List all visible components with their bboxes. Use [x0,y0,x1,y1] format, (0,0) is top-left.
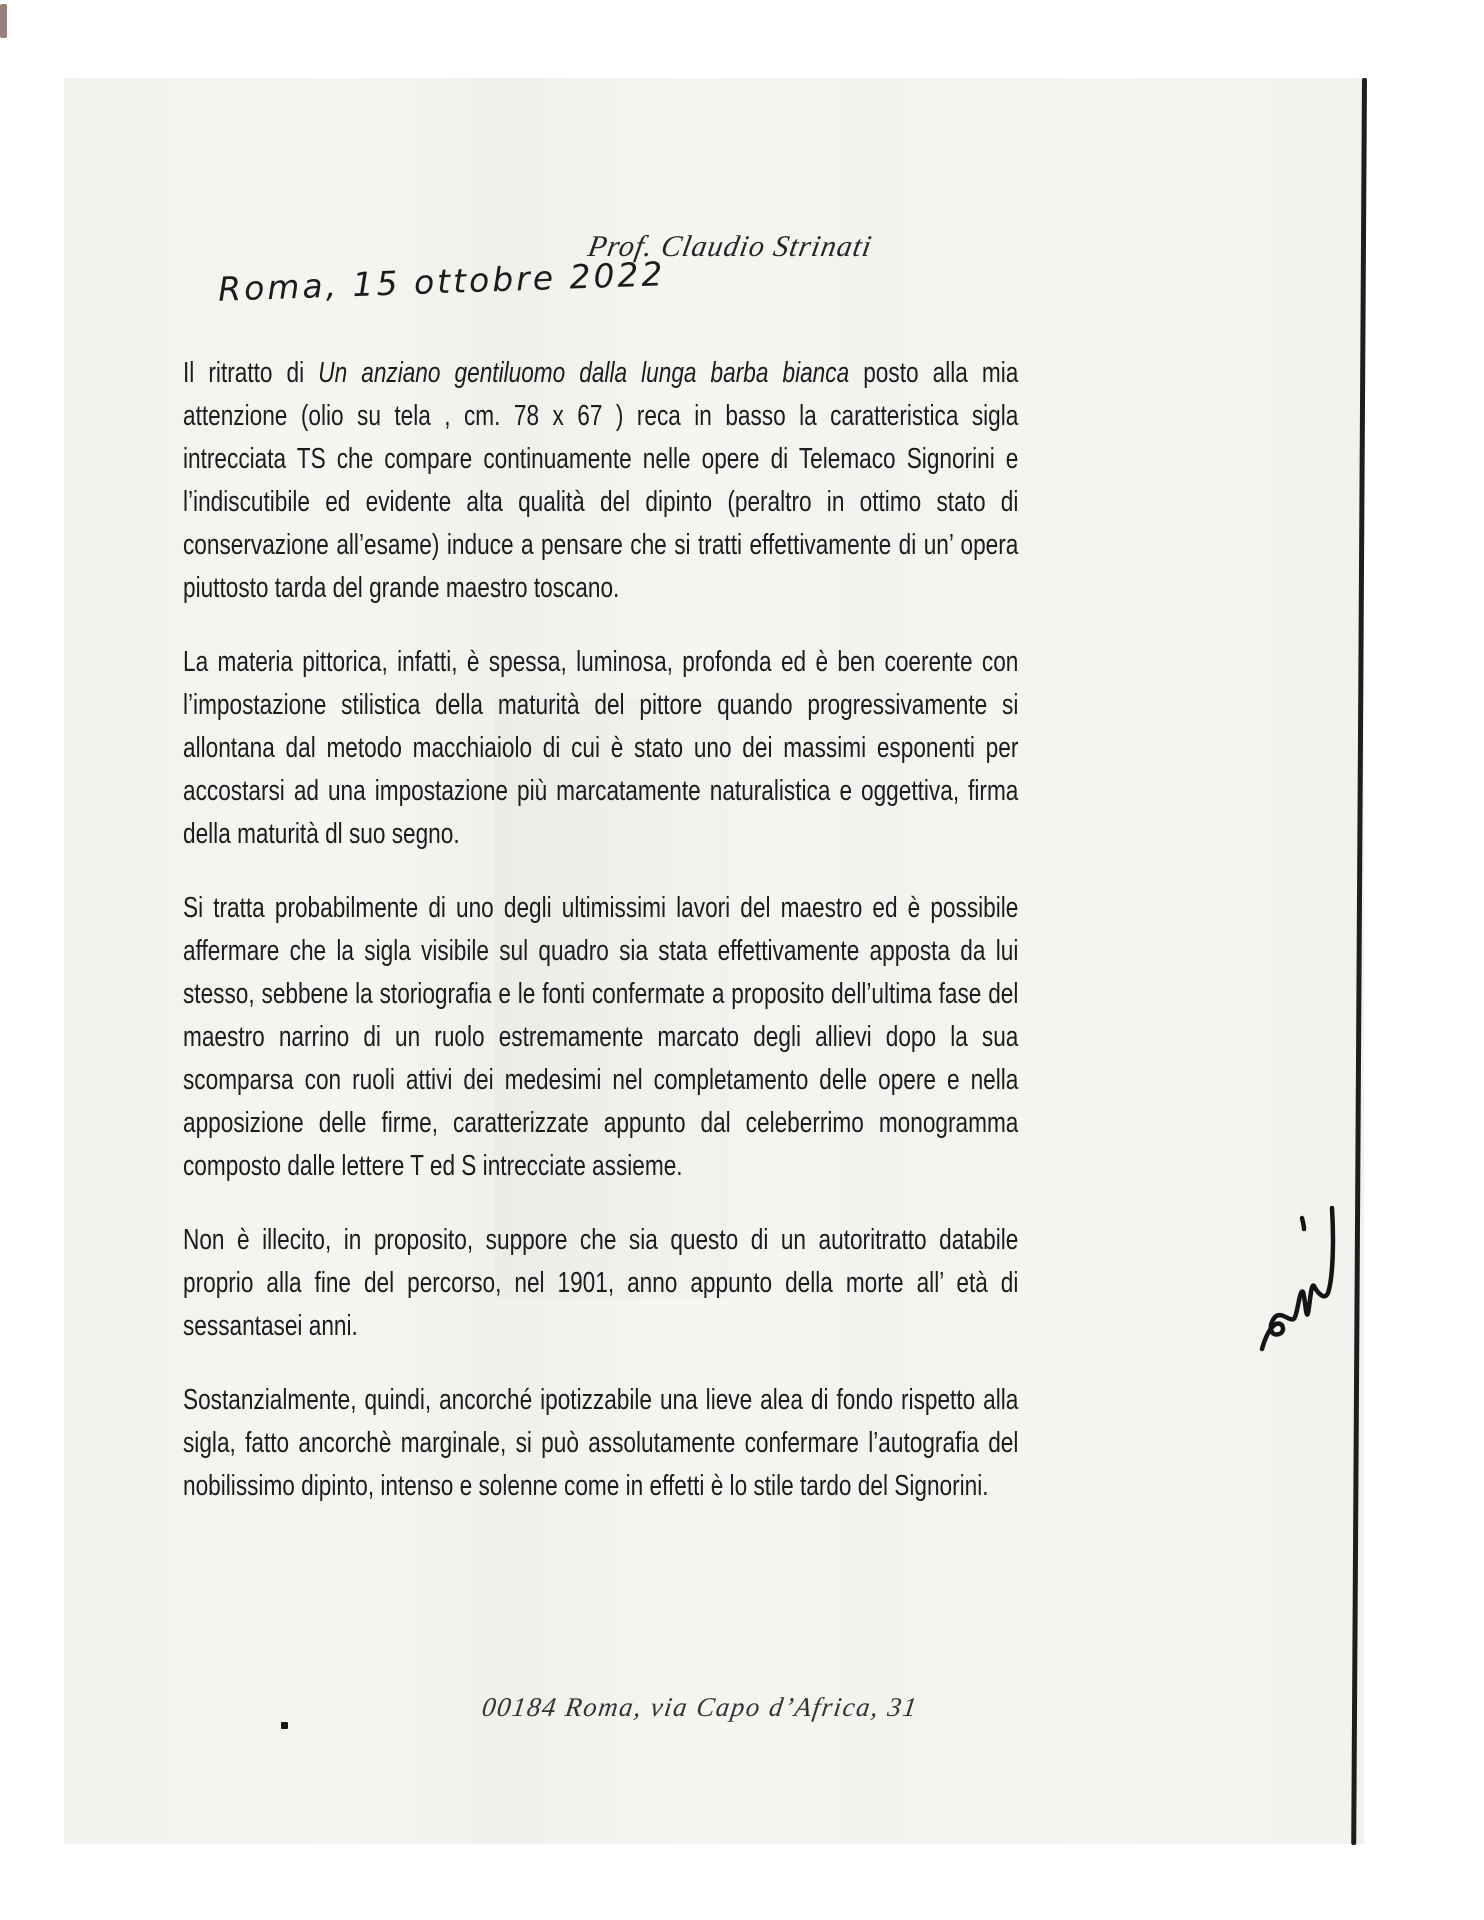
paraph-stroke [1262,1208,1333,1349]
p1-painting-title: Un anziano gentiluomo dalla lunga barba bianca [318,357,850,389]
paragraph-1 [183,352,1018,610]
letter-body [183,352,1018,1539]
ink-speck [281,1722,288,1729]
letterhead-author-name: Prof. Claudio Strinati [585,230,875,263]
handwritten-initials-mark [1248,1186,1344,1362]
letterhead-address: 00184 Roma, via Capo d’Africa, 31 [480,1692,921,1722]
handwritten-date: Roma, 15 ottobre 2022 [217,254,667,309]
paragraph-4: Non è illecito, in proposito, suppore che sia questo di un autoritratto databile proprio alla fine del percorso, nel 1901, anno appunto della morte all’ età di sessantasei anni. [183,1224,1019,1342]
p1-prefix: Il ritratto di [183,357,319,389]
p1-rest: posto alla mia attenzione (olio su tela , cm. 78 x 67 ) reca in basso la caratteristica sigla intrecciata TS che compare continuamente nelle opere di Telemaco Signorini e l’indiscutibile ed evidente alta qualità del dipinto (peraltro in ottimo stato di conservazione all’esame) induce a pensare che si tratti effettivamente di un’ opera piuttosto tarda del grande maestro toscano. [183,357,1019,604]
paragraph-2: La materia pittorica, infatti, è spessa, luminosa, profonda ed è ben coerente con l’impostazione stilistica della maturità del pittore quando progressivamente si allontana dal metodo macchiaiolo di cui è stato uno dei massimi esponenti per accostarsi ad una impostazione più marcatamente naturalistica e oggettiva, firma della maturità dl suo segno. [183,646,1019,850]
scan-corner-artifact [0,4,7,38]
paraph-dot [1302,1218,1304,1229]
paragraph-5: Sostanzialmente, quindi, ancorché ipotizzabile una lieve alea di fondo rispetto alla sigla, fatto ancorchè marginale, si può assolutamente confermare l’autografia del nobilissimo dipinto, intenso e solenne come in effetti è lo stile tardo del Signorini. [183,1384,1019,1502]
paragraph-3: Si tratta probabilmente di uno degli ultimissimi lavori del maestro ed è possibile affermare che la sigla visibile sul quadro sia stata effettivamente apposta da lui stesso, sebbene la storiografia e le fonti confermate a proposito dell’ultima fase del maestro narrino di un ruolo estremamente marcato degli allievi dopo la sua scomparsa con ruoli attivi dei medesimi nel completamento delle opere e nella apposizione delle firme, caratterizzate appunto dal celeberrimo monogramma composto dalle lettere T ed S intrecciate assieme. [183,892,1019,1182]
